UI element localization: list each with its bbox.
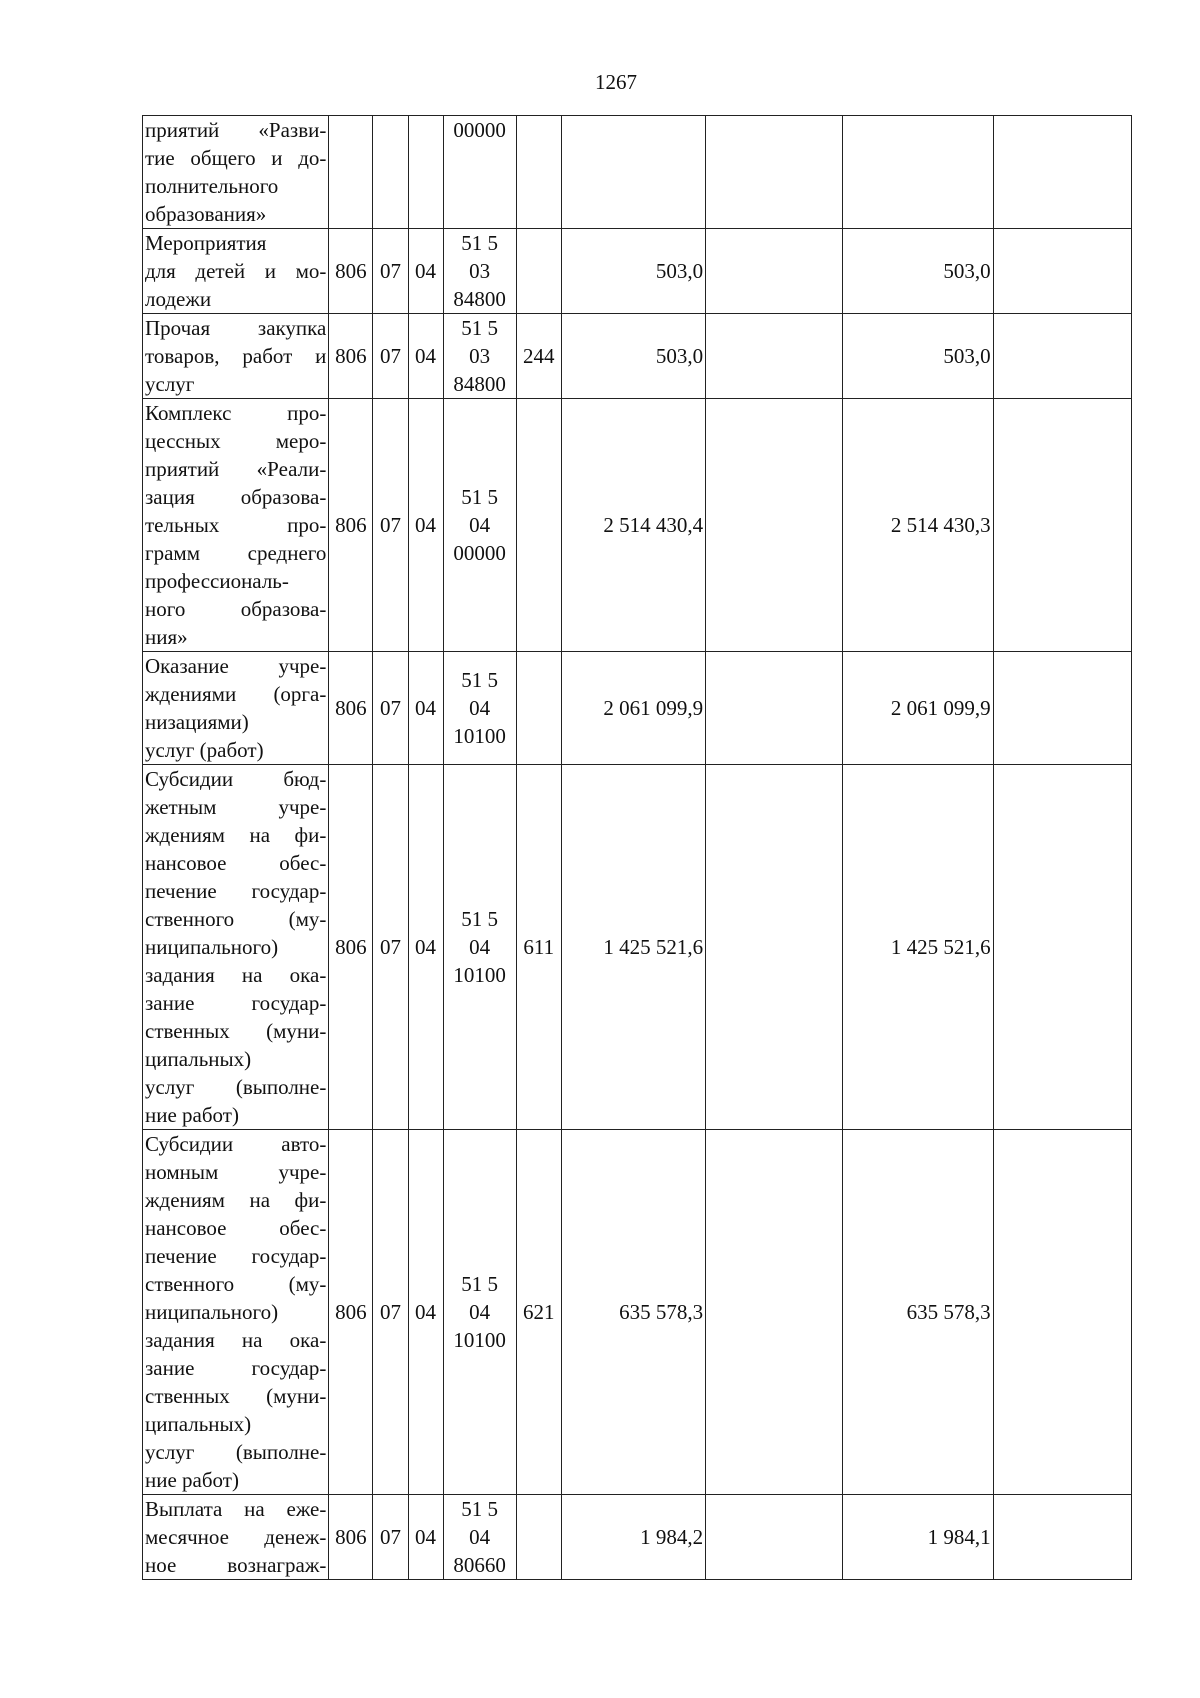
target-article-code-line: 84800 [453,372,506,396]
amount-cell: 2 514 430,3 [843,399,993,652]
subsection-code-cell: 04 [408,1495,443,1580]
row-name-cell [143,229,329,314]
row-name-line: печение государ- [145,879,327,903]
expense-type-cell [516,116,561,229]
table-row [143,1130,1132,1495]
row-name-line: нансовое обес- [145,1216,327,1240]
amount-cell-empty [993,399,1131,652]
section-code-cell: 07 [373,1130,408,1495]
ved-code-cell: 806 [329,1130,373,1495]
target-article-code-line: 10100 [453,724,506,748]
row-name-cell [143,765,329,1130]
amount-cell: 503,0 [561,314,705,399]
section-code-cell: 07 [373,229,408,314]
expense-type-cell [516,652,561,765]
row-name-line: ниципального) [145,935,279,959]
row-name-line: Выплата на еже- [145,1497,327,1521]
row-name-cell [143,652,329,765]
section-code-cell: 07 [373,399,408,652]
row-name-line: цессных меро- [145,429,327,453]
amount-cell-empty [706,116,843,229]
section-code-cell: 07 [373,652,408,765]
subsection-code-cell: 04 [408,399,443,652]
row-name-line: ния» [145,625,188,649]
target-article-code-cell [443,765,516,1130]
row-name-line: задания на ока- [145,963,327,987]
table-body [143,116,1132,1580]
row-name-line: ственных (муни- [145,1384,327,1408]
amount-cell-empty [993,116,1131,229]
row-name-line: услуг (выполне- [145,1075,327,1099]
amount-cell-empty [706,765,843,1130]
table-row [143,399,1132,652]
table-row [143,652,1132,765]
amount-cell: 1 425 521,6 [843,765,993,1130]
amount-cell-empty [706,652,843,765]
table-row [143,765,1132,1130]
ved-code-cell: 806 [329,229,373,314]
row-name-line: зание государ- [145,1356,327,1380]
row-name-line: ственного (му- [145,907,327,931]
row-name-line: ное вознаграж- [145,1553,327,1577]
amount-cell: 635 578,3 [561,1130,705,1495]
row-name-line: профессиональ- [145,569,289,593]
row-name-line: приятий «Разви- [145,118,327,142]
target-article-code-line: 04 [469,1525,491,1549]
ved-code-cell: 806 [329,652,373,765]
row-name-line: ние работ) [145,1468,239,1492]
table-row [143,314,1132,399]
amount-cell: 635 578,3 [843,1130,993,1495]
subsection-code-cell: 04 [408,314,443,399]
amount-cell: 503,0 [843,229,993,314]
target-article-code-cell [443,399,516,652]
target-article-code-line: 04 [469,696,491,720]
row-name-line: тие общего и до- [145,146,327,170]
row-name-cell [143,116,329,229]
target-article-code-line: 10100 [453,1328,506,1352]
subsection-code-cell: 04 [408,652,443,765]
row-name-line: зация образова- [145,485,327,509]
row-name-line: номным учре- [145,1160,327,1184]
amount-cell: 2 514 430,4 [561,399,705,652]
amount-cell-empty [993,314,1131,399]
amount-cell-empty [993,1495,1131,1580]
table-row [143,1495,1132,1580]
target-article-code-cell [443,1130,516,1495]
section-code-cell [373,116,408,229]
amount-cell-empty [993,229,1131,314]
row-name-line: месячное денеж- [145,1525,327,1549]
ved-code-cell: 806 [329,1495,373,1580]
table-row [143,116,1132,229]
amount-cell: 1 984,1 [843,1495,993,1580]
row-name-line: лодежи [145,287,212,311]
row-name-line: зание государ- [145,991,327,1015]
row-name-line: задания на ока- [145,1328,327,1352]
amount-cell-empty [706,399,843,652]
target-article-code-cell [443,229,516,314]
target-article-code-line: 51 5 [461,485,499,509]
row-name-line: ждениям на фи- [145,1188,327,1212]
ved-code-cell: 806 [329,399,373,652]
row-name-line: для детей и мо- [145,259,327,283]
row-name-line: Оказание учре- [145,654,327,678]
amount-cell-empty [706,1495,843,1580]
amount-cell [843,116,993,229]
expense-type-cell: 621 [516,1130,561,1495]
amount-cell-empty [706,1130,843,1495]
row-name-line: образования» [145,202,267,226]
amount-cell-empty [993,652,1131,765]
expense-type-cell [516,1495,561,1580]
target-article-code-line: 51 5 [461,668,499,692]
section-code-cell: 07 [373,314,408,399]
section-code-cell: 07 [373,765,408,1130]
target-article-code-line: 51 5 [461,316,499,340]
row-name-line: ственных (муни- [145,1019,327,1043]
amount-cell: 1 984,2 [561,1495,705,1580]
row-name-line: ниципального) [145,1300,279,1324]
expense-type-cell: 244 [516,314,561,399]
row-name-line: печение государ- [145,1244,327,1268]
target-article-code-line: 00000 [453,541,506,565]
ved-code-cell: 806 [329,314,373,399]
row-name-line: услуг [145,372,195,396]
row-name-cell [143,1130,329,1495]
target-article-code-line: 04 [469,1300,491,1324]
target-article-code-line: 04 [469,935,491,959]
row-name-line: грамм среднего [145,541,327,565]
target-article-code-cell [443,116,516,229]
target-article-code-line: 51 5 [461,1272,499,1296]
row-name-line: полнительного [145,174,279,198]
amount-cell-empty [706,229,843,314]
target-article-code-line: 04 [469,513,491,537]
target-article-code-cell [443,314,516,399]
amount-cell [561,116,705,229]
row-name-line: низациями) [145,710,249,734]
row-name-line: Субсидии авто- [145,1132,327,1156]
amount-cell: 2 061 099,9 [843,652,993,765]
target-article-code-line: 80660 [453,1553,506,1577]
row-name-line: тельных про- [145,513,327,537]
target-article-code-line: 51 5 [461,1497,499,1521]
row-name-cell [143,314,329,399]
expense-type-cell [516,399,561,652]
target-article-code-line: 03 [469,344,491,368]
subsection-code-cell: 04 [408,229,443,314]
expense-type-cell [516,229,561,314]
row-name-line: Комплекс про- [145,401,327,425]
row-name-line: ждениями (орга- [145,682,327,706]
row-name-line: Мероприятия [145,231,267,255]
target-article-code-line: 10100 [453,963,506,987]
row-name-line: услуг (работ) [145,738,264,762]
row-name-line: ципальных) [145,1412,252,1436]
row-name-line: Прочая закупка [145,316,327,340]
target-article-code-line: 84800 [453,287,506,311]
row-name-line: ципальных) [145,1047,252,1071]
row-name-line: ного образова- [145,597,327,621]
amount-cell: 1 425 521,6 [561,765,705,1130]
subsection-code-cell [408,116,443,229]
amount-cell: 503,0 [843,314,993,399]
row-name-line: нансовое обес- [145,851,327,875]
amount-cell-empty [706,314,843,399]
amount-cell-empty [993,1130,1131,1495]
budget-table [142,115,1132,1580]
ved-code-cell: 806 [329,765,373,1130]
row-name-line: Субсидии бюд- [145,767,327,791]
row-name-cell [143,399,329,652]
ved-code-cell [329,116,373,229]
amount-cell: 503,0 [561,229,705,314]
row-name-line: приятий «Реали- [145,457,327,481]
target-article-code-line: 00000 [453,118,506,142]
row-name-line: ственного (му- [145,1272,327,1296]
target-article-code-cell [443,1495,516,1580]
subsection-code-cell: 04 [408,1130,443,1495]
row-name-line: услуг (выполне- [145,1440,327,1464]
expense-type-cell: 611 [516,765,561,1130]
row-name-cell [143,1495,329,1580]
target-article-code-line: 51 5 [461,231,499,255]
target-article-code-cell [443,652,516,765]
target-article-code-line: 51 5 [461,907,499,931]
table-row [143,229,1132,314]
amount-cell-empty [993,765,1131,1130]
subsection-code-cell: 04 [408,765,443,1130]
row-name-line: ждениям на фи- [145,823,327,847]
row-name-line: жетным учре- [145,795,327,819]
page-number: 1267 [595,70,637,94]
row-name-line: товаров, работ и [145,344,327,368]
target-article-code-line: 03 [469,259,491,283]
section-code-cell: 07 [373,1495,408,1580]
row-name-line: ние работ) [145,1103,239,1127]
amount-cell: 2 061 099,9 [561,652,705,765]
